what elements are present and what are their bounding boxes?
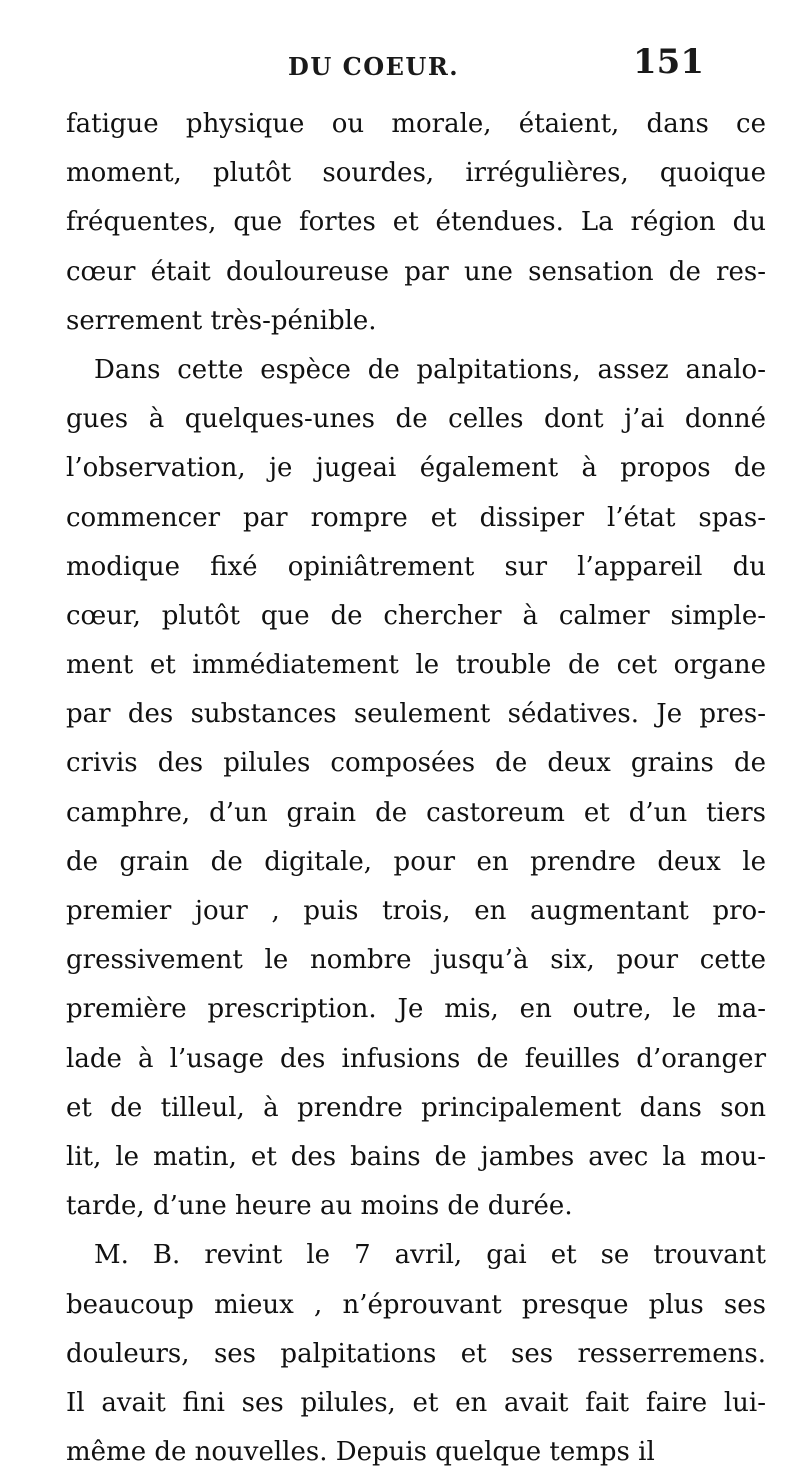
text-line: même de nouvelles. Depuis quelque temps il [66,1437,655,1468]
text-line: moment, plutôt sourdes, irrégulières, quoique [66,158,766,189]
text-line: gressivement le nombre jusqu’à six, pour cette [66,945,766,976]
running-head: DU COEUR. [288,52,460,81]
text-line: gues à quelques-unes de celles dont j’ai donné [66,404,766,435]
text-line: M. B. revint le 7 avril, gai et se trouvant [94,1240,766,1271]
body-text [66,100,766,1477]
page-number: 151 [633,42,704,82]
text-line: tarde, d’une heure au moins de durée. [66,1191,573,1222]
text-line: première prescription. Je mis, en outre, le ma- [66,994,766,1025]
text-line: Il avait fini ses pilules, et en avait fait faire lui- [66,1387,766,1418]
text-line: par des substances seulement sédatives. Je pres- [66,699,766,730]
text-line: ment et immédiatement le trouble de cet organe [66,650,766,681]
text-line: lit, le matin, et des bains de jambes avec la mou- [66,1141,766,1172]
text-line: de grain de digitale, pour en prendre deux le [66,846,766,877]
text-line: cœur, plutôt que de chercher à calmer simple- [66,600,766,631]
text-line: camphre, d’un grain de castoreum et d’un tiers [66,797,766,828]
text-line: lade à l’usage des infusions de feuilles d’oranger [66,1043,766,1074]
text-line: beaucoup mieux , n’éprouvant presque plus ses [66,1289,766,1320]
text-line: douleurs, ses palpitations et ses resserremens. [66,1338,766,1369]
text-line: cœur était douloureuse par une sensation de res- [66,256,766,287]
text-line: fréquentes, que fortes et étendues. La région du [66,207,766,238]
text-line: crivis des pilules composées de deux grains de [66,748,766,779]
text-line: l’observation, je jugeai également à propos de [66,453,766,484]
text-line: commencer par rompre et dissiper l’état spas- [66,502,766,533]
text-line: fatigue physique ou morale, étaient, dans ce [66,109,766,139]
text-line: serrement très-pénible. [66,305,377,336]
text-line: Dans cette espèce de palpitations, assez analo- [94,354,766,385]
text-line: modique fixé opiniâtrement sur l’appareil du [66,551,766,582]
text-line: et de tilleul, à prendre principalement dans son [66,1092,766,1123]
text-line: premier jour , puis trois, en augmentant pro- [66,896,766,926]
